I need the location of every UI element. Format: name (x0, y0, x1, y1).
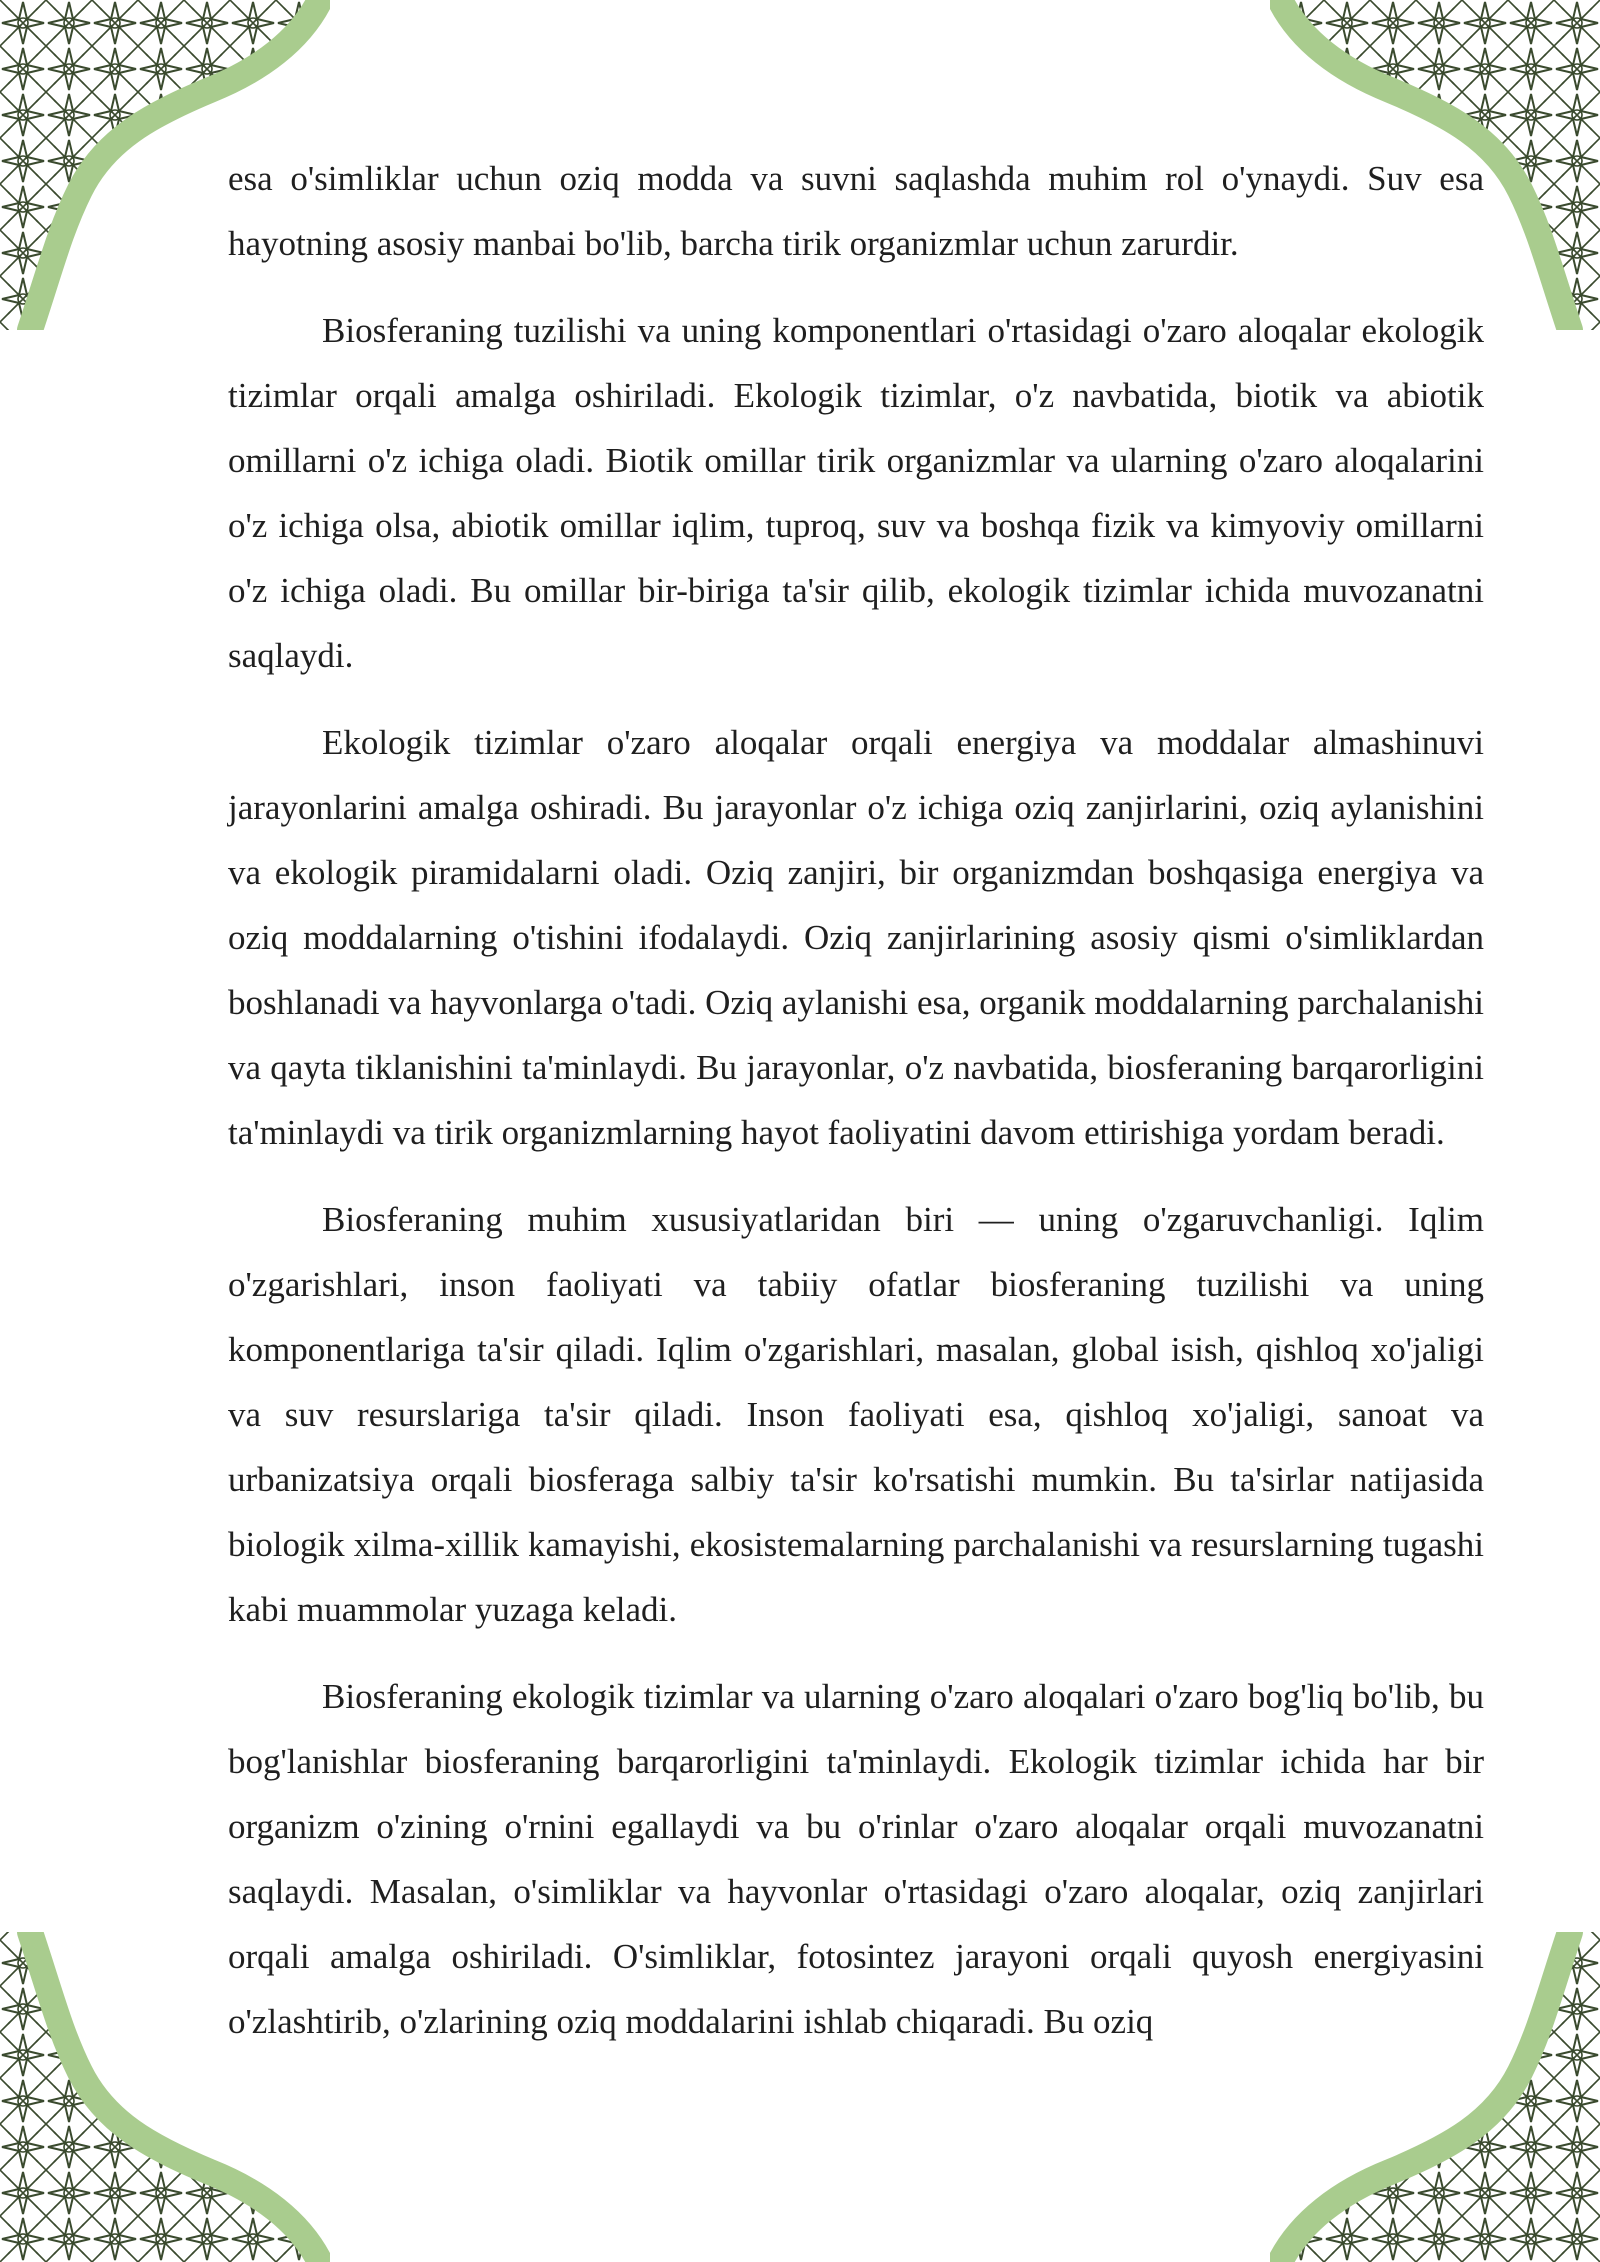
paragraph-continued: esa o'simliklar uchun oziq modda va suvni saqlashda muhim rol o'ynaydi. Suv esa hayotning asosiy manbai bo'lib, barcha tirik organizmlar uchun zarurdir. (228, 159, 1484, 263)
paragraph: Ekologik tizimlar o'zaro aloqalar orqali energiya va moddalar almashinuvi jarayonlarini amalga oshiradi. Bu jarayonlar o'z ichiga oziq zanjirlarini, oziq aylanishini va ekologik piramidalarni oladi. Oziq zanjiri, bir organizmdan boshqasiga energiya va oziq moddalarning o'tishini ifodalaydi. Oziq zanjirlarining asosiy qismi o'simliklardan boshlanadi va hayvonlarga o'tadi. Oziq aylanishi esa, organik moddalarning parchalanishi va qayta tiklanishini ta'minlaydi. Bu jarayonlar, o'z navbatida, biosferaning barqarorligini ta'minlaydi va tirik organizmlarning hayot faoliyatini davom ettirishiga yordam beradi. (228, 723, 1484, 1152)
body-text (228, 146, 1484, 2076)
paragraph: Biosferaning muhim xususiyatlaridan biri — uning o'zgaruvchanligi. Iqlim o'zgarishlari, inson faoliyati va tabiiy ofatlar biosferaning tuzilishi va uning komponentlariga ta'sir qiladi. Iqlim o'zgarishlari, masalan, global isish, qishloq xo'jaligi va suv resurslariga ta'sir qiladi. Inson faoliyati esa, qishloq xo'jaligi, sanoat va urbanizatsiya orqali biosferaga salbiy ta'sir ko'rsatishi mumkin. Bu ta'sirlar natijasida biologik xilma-xillik kamayishi, ekosistemalarning parchalanishi va resurslarning tugashi kabi muammolar yuzaga keladi. (228, 1200, 1484, 1629)
paragraph: Biosferaning tuzilishi va uning komponentlari o'rtasidagi o'zaro aloqalar ekologik tizimlar orqali amalga oshiriladi. Ekologik tizimlar, o'z navbatida, biotik va abiotik omillarni o'z ichiga oladi. Biotik omillar tirik organizmlar va ularning o'zaro aloqalarini o'z ichiga olsa, abiotik omillar iqlim, tuproq, suv va boshqa fizik va kimyoviy omillarni o'z ichiga oladi. Bu omillar bir-biriga ta'sir qilib, ekologik tizimlar ichida muvozanatni saqlaydi. (228, 311, 1484, 675)
paragraph: Biosferaning ekologik tizimlar va ularning o'zaro aloqalari o'zaro bog'liq bo'lib, bu bog'lanishlar biosferaning barqarorligini ta'minlaydi. Ekologik tizimlar ichida har bir organizm o'zining o'rnini egallaydi va bu o'rinlar o'zaro aloqalar orqali muvozanatni saqlaydi. Masalan, o'simliklar va hayvonlar o'rtasidagi o'zaro aloqalar, oziq zanjirlari orqali amalga oshiriladi. O'simliklar, fotosintez jarayoni orqali quyosh energiyasini o'zlashtirib, o'zlarining oziq moddalarini ishlab chiqaradi. Bu oziq (228, 1677, 1484, 2041)
